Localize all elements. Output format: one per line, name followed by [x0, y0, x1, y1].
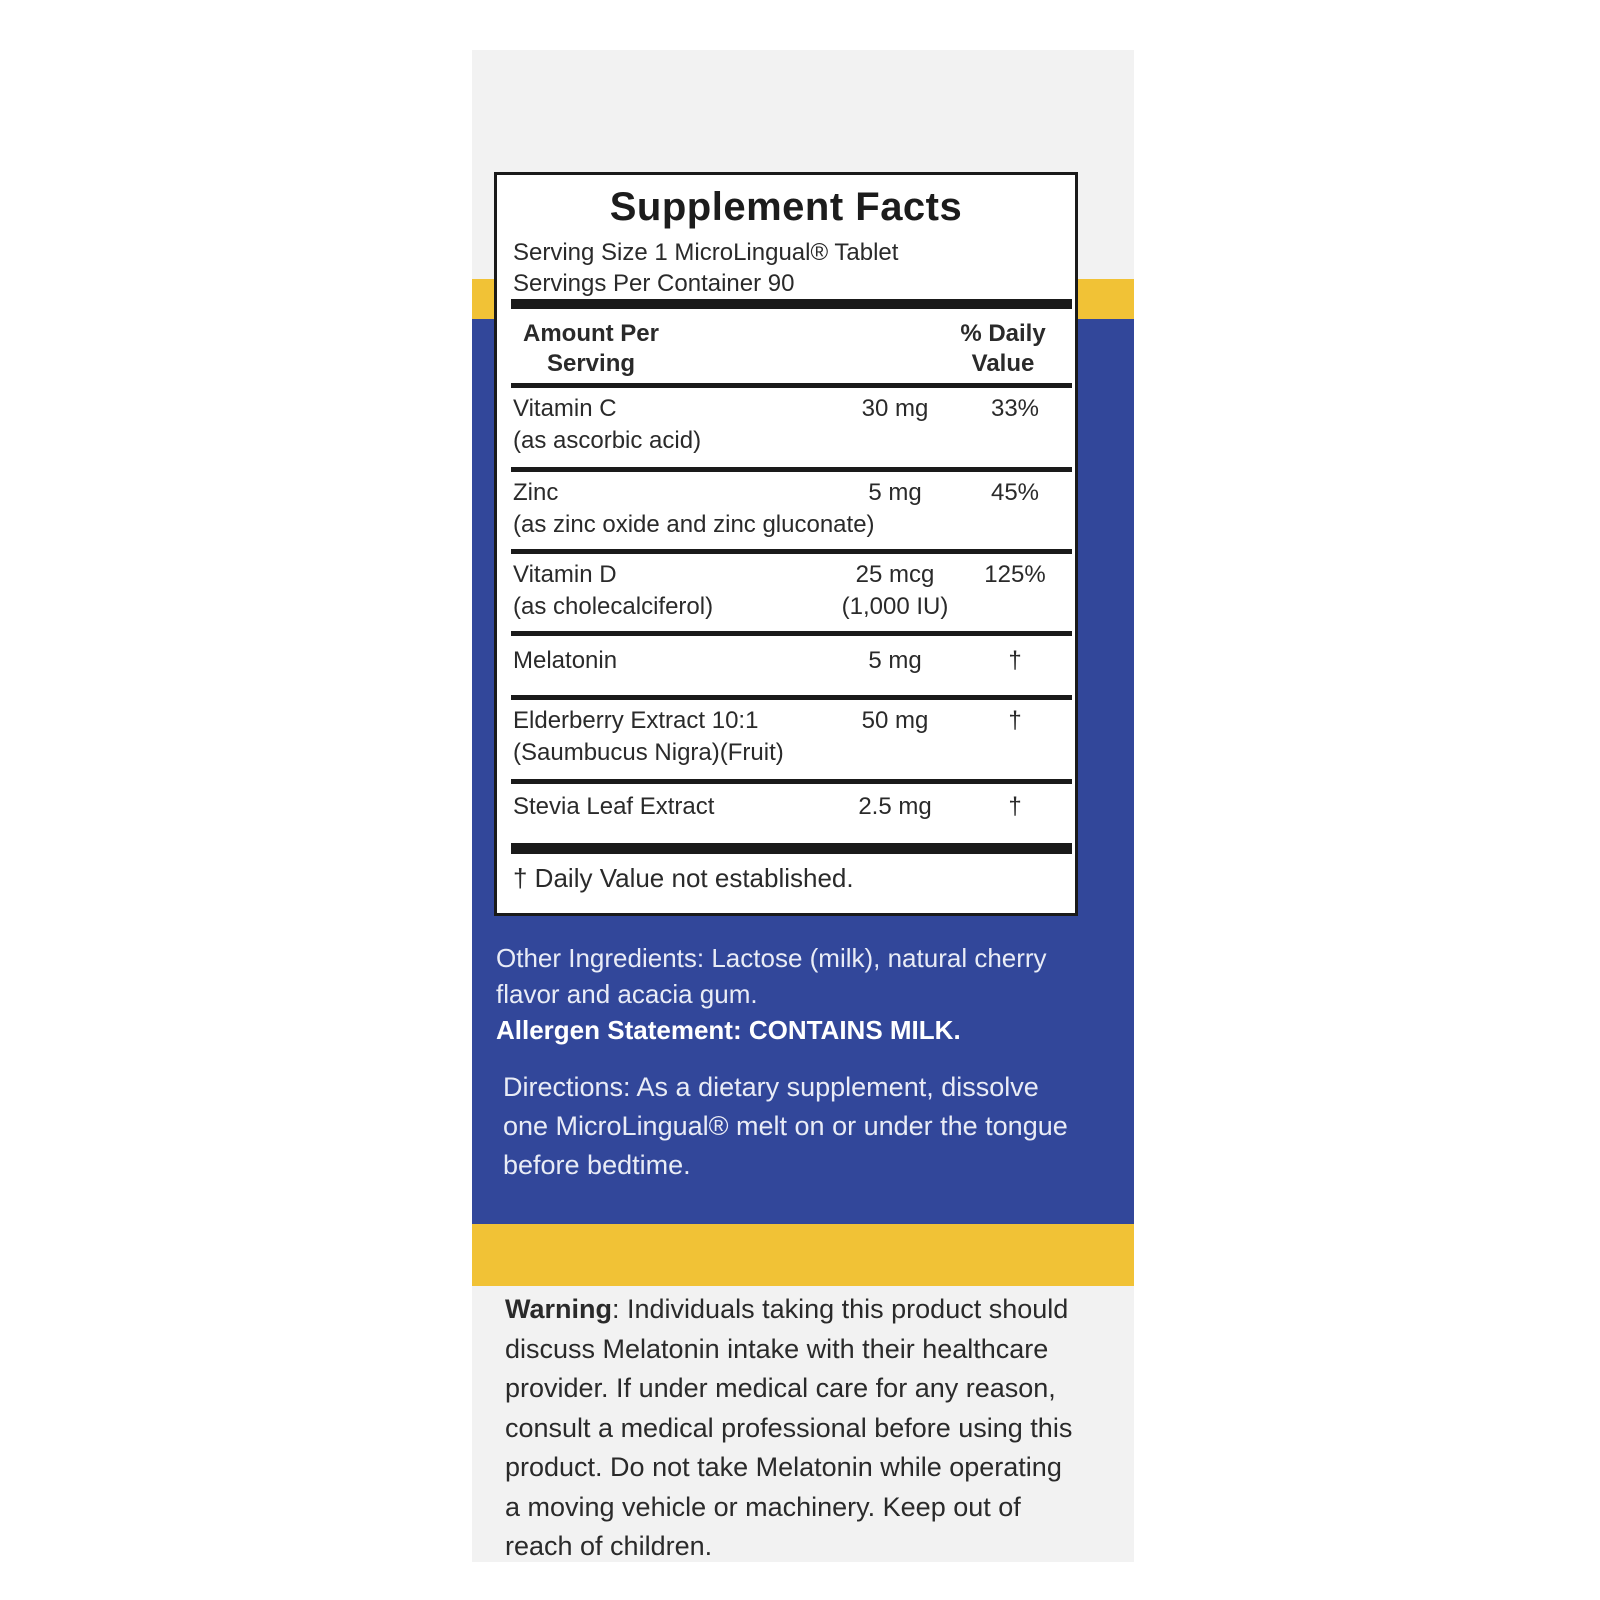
- nutrient-source: (as cholecalciferol): [513, 593, 714, 620]
- header-amount-line2: Serving: [546, 350, 636, 377]
- warning-line: discuss Melatonin intake with their healthcare: [505, 1333, 1049, 1364]
- divider: [511, 549, 1072, 554]
- directions-line: Directions: As a dietary supplement, dissolve: [503, 1072, 1039, 1102]
- nutrient-amount: [835, 559, 955, 623]
- table-row-name: [513, 393, 853, 457]
- nutrient-source: (Saumbucus Nigra)(Fruit): [513, 739, 784, 766]
- divider: [511, 779, 1072, 784]
- table-row-name: [513, 559, 853, 623]
- nutrient-amount: 5 mg: [868, 647, 922, 674]
- nutrient-daily-value: 33%: [990, 395, 1040, 422]
- table-row-name: [513, 477, 875, 541]
- nutrient-amount-primary: 25 mcg: [855, 561, 935, 588]
- nutrient-amount-iu: (1,000 IU): [841, 593, 949, 620]
- nutrient-daily-value: †: [1008, 647, 1022, 674]
- divider: [511, 695, 1072, 700]
- nutrient-name: Elderberry Extract 10:1: [513, 707, 759, 734]
- serving-size: Serving Size 1 MicroLingual® Tablet: [513, 239, 899, 266]
- directions-line: one MicroLingual® melt on or under the tongue: [503, 1111, 1068, 1141]
- header-dv-line2: Value: [971, 350, 1035, 377]
- nutrient-daily-value: †: [1008, 793, 1022, 820]
- other-ingredients-line: Other Ingredients: Lactose (milk), natural cherry: [496, 943, 1047, 973]
- warning-line: [505, 1290, 1105, 1330]
- other-ingredients-line: flavor and acacia gum.: [496, 979, 758, 1009]
- supplement-facts-box: [494, 172, 1078, 916]
- nutrient-amount: 30 mg: [861, 395, 929, 422]
- table-row-name: [513, 705, 853, 769]
- supplement-facts-title: Supplement Facts: [609, 185, 963, 229]
- nutrient-daily-value: 125%: [984, 561, 1046, 588]
- nutrient-source: (as ascorbic acid): [513, 427, 702, 454]
- divider: [511, 631, 1072, 636]
- divider-thick: [511, 843, 1072, 854]
- yellow-stripe-bottom: [472, 1224, 1134, 1286]
- nutrient-name: Vitamin C: [513, 395, 617, 422]
- warning-line: provider. If under medical care for any reason,: [505, 1373, 1056, 1403]
- nutrient-name: Vitamin D: [513, 561, 617, 588]
- nutrient-name: Zinc: [513, 479, 559, 506]
- servings-per-container: Servings Per Container 90: [513, 270, 795, 297]
- nutrient-daily-value: 45%: [990, 479, 1040, 506]
- nutrient-amount: 50 mg: [861, 707, 929, 734]
- directions: [503, 1068, 1103, 1185]
- warning-text: [505, 1290, 1105, 1567]
- nutrient-name: Stevia Leaf Extract: [513, 793, 715, 820]
- serving-info: [513, 237, 898, 299]
- table-row-name: [513, 645, 853, 677]
- nutrient-source: (as zinc oxide and zinc gluconate): [513, 511, 875, 538]
- table-row-name: [513, 791, 853, 823]
- warning-line-rest: : Individuals taking this product should: [612, 1294, 1069, 1324]
- warning-line: consult a medical professional before using this: [505, 1412, 1073, 1443]
- header-amount-line1: Amount Per: [522, 320, 659, 347]
- header-dv-line1: % Daily: [960, 320, 1046, 347]
- nutrient-daily-value: †: [1008, 707, 1022, 734]
- divider: [511, 383, 1072, 388]
- directions-line: before bedtime.: [503, 1150, 691, 1180]
- warning-label: Warning: [505, 1294, 612, 1324]
- daily-value-footnote: † Daily Value not established.: [513, 863, 854, 893]
- divider: [511, 467, 1072, 472]
- warning-line: reach of children.: [505, 1531, 713, 1561]
- nutrient-amount: 5 mg: [868, 479, 922, 506]
- warning-line: product. Do not take Melatonin while operating: [505, 1452, 1062, 1482]
- header-amount-per-serving: [521, 319, 661, 379]
- allergen-statement: Allergen Statement: CONTAINS MILK.: [496, 1015, 961, 1045]
- other-ingredients: [496, 940, 1096, 1012]
- warning-line: a moving vehicle or machinery. Keep out of: [505, 1491, 1021, 1522]
- header-daily-value: [953, 319, 1053, 379]
- divider-thick: [511, 299, 1072, 309]
- nutrient-amount: 2.5 mg: [858, 793, 932, 820]
- nutrient-name: Melatonin: [513, 647, 618, 674]
